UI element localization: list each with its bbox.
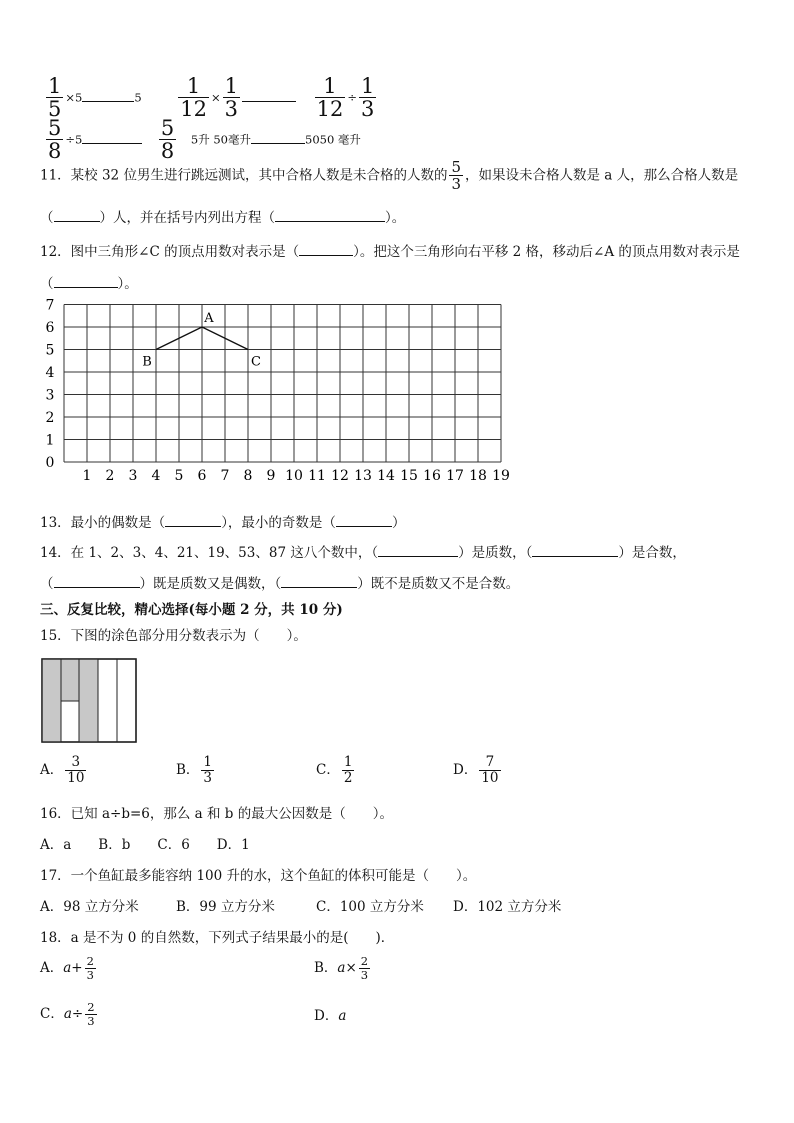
x-tick-label: 3: [128, 468, 138, 484]
point-c-label: C: [251, 354, 261, 370]
question-17: 17．一个鱼缸最多能容纳 100 升的水，这个鱼缸的体积可能是（ ）。: [40, 868, 477, 884]
question-12: 12．图中三角形∠C 的顶点用数对表示是（ ）。把这个三角形向右平移 2 格，移动后∠A 的顶点用数对表示是: [40, 244, 740, 260]
q16-options[interactable]: A．a B．b C．6 D．1: [40, 837, 250, 853]
x-tick-label: 16: [423, 468, 441, 484]
y-tick-label: 1: [45, 432, 55, 449]
x-tick-label: 1: [82, 468, 92, 484]
y-tick-label: 3: [45, 387, 55, 404]
question-15: 15．下图的涂色部分用分数表示为（ ）。: [40, 628, 307, 644]
y-tick-label: 2: [45, 410, 55, 426]
x-tick-label: 13: [354, 468, 372, 484]
x-tick-label: 19: [492, 468, 510, 484]
x-tick-label: 5: [174, 468, 184, 484]
fraction: $\frac{1}{5}$: [48, 74, 62, 121]
x-tick-label: 9: [266, 468, 276, 484]
answer-blank[interactable]: [532, 556, 618, 557]
answer-blank[interactable]: [242, 101, 296, 102]
q18-option-a[interactable]: A．a+ $\frac{2}{3}$: [40, 954, 94, 982]
x-tick-label: 8: [243, 468, 253, 484]
answer-blank[interactable]: [54, 587, 140, 588]
compare-row-2: $\frac{5}{8}$ ÷5 $\frac{5}{8}$ 5升 50毫升 5050 毫升: [48, 116, 361, 163]
x-tick-label: 10: [285, 468, 303, 484]
y-tick-label: 5: [45, 342, 55, 359]
x-tick-label: 18: [469, 468, 487, 484]
q18-option-c[interactable]: C．a÷ $\frac{2}{3}$: [40, 1000, 95, 1028]
question-14: 14．在 1、2、3、4、21、19、53、87 这八个数中，（ ）是质数，（ ）是合数，: [40, 545, 686, 561]
answer-blank[interactable]: [281, 587, 357, 588]
equation-blank[interactable]: [275, 221, 385, 222]
q18-option-b[interactable]: B．a× $\frac{2}{3}$: [314, 954, 369, 982]
x-tick-label: 7: [220, 468, 230, 484]
x-tick-label: 14: [377, 468, 395, 484]
x-tick-label: 4: [151, 468, 161, 484]
answer-blank[interactable]: [299, 255, 353, 256]
x-tick-label: 11: [308, 468, 326, 484]
question-11: 11．某校 32 位男生进行跳远测试，其中合格人数是未合格的人数的 $\frac{5}{3}$ ，如果设未合格人数是 a 人，那么合格人数是: [40, 158, 739, 193]
x-tick-label: 15: [400, 468, 418, 484]
answer-blank[interactable]: [82, 143, 142, 144]
section-title: 三、反复比较，精心选择(每小题 2 分，共 10 分): [40, 602, 343, 618]
answer-blank[interactable]: [54, 287, 118, 288]
compare-row-1: $\frac{1}{5}$ ×5 5 $\frac{1}{12}$ × $\frac{1}{3}$ $\frac{1}{12}$ ÷ $\frac{1}{3}$: [48, 74, 375, 121]
y-tick-label: 0: [45, 455, 55, 471]
answer-blank[interactable]: [82, 101, 134, 102]
q15-option-a[interactable]: A． $\frac{3}{10}$: [40, 754, 85, 786]
answer-blank[interactable]: [336, 526, 392, 527]
q15-option-d[interactable]: D． $\frac{7}{10}$: [453, 754, 499, 786]
answer-blank[interactable]: [54, 221, 100, 222]
x-tick-label: 12: [331, 468, 349, 484]
x-tick-label: 17: [446, 468, 464, 484]
q17-option-d[interactable]: D．102 立方分米: [453, 899, 562, 915]
x-tick-label: 2: [105, 468, 115, 484]
answer-blank[interactable]: [251, 143, 305, 144]
coordinate-grid: [36, 297, 510, 490]
y-tick-label: 4: [45, 365, 55, 381]
shaded-rectangle-figure: [40, 657, 140, 745]
point-b-label: B: [142, 354, 152, 370]
answer-blank[interactable]: [378, 556, 458, 557]
q18-option-d[interactable]: D．a: [314, 1008, 347, 1024]
x-tick-label: 6: [197, 468, 207, 484]
q15-option-c[interactable]: C． $\frac{1}{2}$: [316, 754, 353, 786]
question-13: 13．最小的偶数是（ ），最小的奇数是（ ）: [40, 515, 406, 531]
question-12-line2: （ ）。: [40, 276, 138, 292]
q15-option-b[interactable]: B． $\frac{1}{3}$: [176, 754, 213, 786]
y-tick-label: 6: [45, 320, 55, 336]
question-18: 18．a 是不为 0 的自然数，下列式子结果最小的是( )．: [40, 930, 395, 946]
y-tick-label: 7: [45, 297, 55, 314]
point-a-label: A: [204, 311, 214, 326]
question-16: 16．已知 a÷b=6，那么 a 和 b 的最大公因数是（ ）。: [40, 806, 393, 822]
q17-option-b[interactable]: B．99 立方分米: [176, 899, 275, 915]
question-14-line2: （ ）既是质数又是偶数，（ ）既不是质数又不是合数。: [40, 576, 520, 592]
q17-option-a[interactable]: A．98 立方分米: [40, 899, 139, 915]
answer-blank[interactable]: [165, 526, 221, 527]
q17-option-c[interactable]: C．100 立方分米: [316, 899, 424, 915]
question-11-line2: （ ）人，并在括号内列出方程（ ）。: [40, 210, 406, 226]
